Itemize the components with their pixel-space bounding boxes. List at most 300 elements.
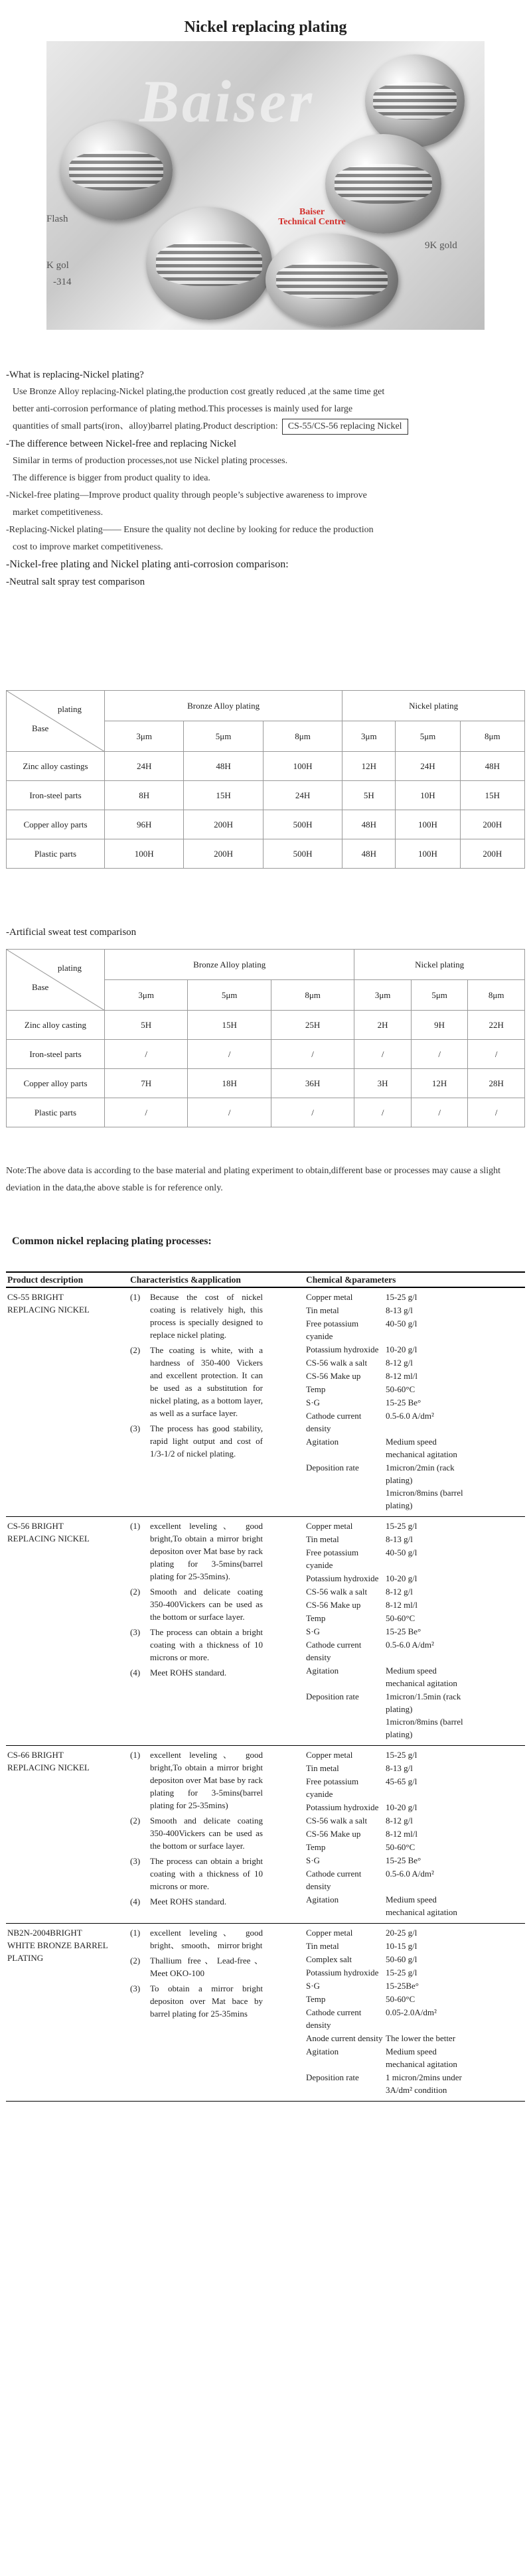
thickness-header: 8μm: [271, 980, 354, 1011]
parameter-value: The lower the better: [386, 2033, 456, 2043]
parameter-row: [306, 1520, 524, 1532]
parameter-value: 8-12 g/l: [386, 1358, 413, 1368]
table-cell: 24H: [105, 752, 184, 781]
table-cell: 9H: [411, 1011, 468, 1040]
parameter-value: 8-12 ml/l: [386, 1371, 418, 1381]
parameter-value: 10-20 g/l: [386, 1344, 417, 1354]
parameter-row: [306, 1854, 524, 1867]
characteristic-item: [130, 1814, 303, 1852]
parameter-value: 10-15 g/l: [386, 1941, 417, 1951]
table-row: [7, 752, 525, 781]
parameter-row: [306, 1383, 524, 1395]
parameter-value: 0.5-6.0 A/dm²: [386, 1411, 434, 1421]
section-heading: -The difference between Nickel-free and replacing Nickel: [6, 439, 237, 449]
parameter-value: 8-13 g/l: [386, 1534, 413, 1544]
parameter-name: Cathode current density: [306, 2007, 362, 2030]
item-number: (3): [130, 1856, 141, 1866]
parameter-name: Agitation: [306, 2046, 339, 2056]
table-corner: [7, 691, 105, 752]
group-header: Nickel plating: [342, 691, 525, 721]
table-cell: 18H: [188, 1069, 271, 1098]
parameter-row: [306, 1304, 524, 1317]
table-cell: 48H: [342, 839, 396, 869]
parameter-row: [306, 1893, 524, 1918]
product-description: NB2N-2004BRIGHT WHITE BRONZE BARREL PLATING: [6, 1924, 129, 2102]
section-heading: -Artificial sweat test comparison: [6, 927, 137, 938]
item-text: Smooth and delicate coating 350-400Vickers can be used as the bottom or surface layer.: [150, 1816, 263, 1851]
parameter-row: [306, 1926, 524, 1939]
parameter-row: [306, 2045, 524, 2070]
parameter-row: [306, 1664, 524, 1689]
parameter-value: 8-12 g/l: [386, 1816, 413, 1825]
table-cell: 15H: [460, 781, 524, 810]
page-title: Nickel replacing plating: [184, 19, 347, 36]
thickness-header: 5μm: [188, 980, 271, 1011]
parameter-value: 45-65 g/l: [386, 1776, 417, 1786]
table-cell: /: [468, 1098, 525, 1127]
parameter-row: [306, 1572, 524, 1585]
parameter-row: [306, 1317, 524, 1342]
parameter-value: 50-60 g/l: [386, 1954, 417, 1964]
characteristic-item: [130, 1982, 303, 2020]
thickness-header: 5μm: [396, 721, 460, 752]
table-cell: /: [354, 1098, 412, 1127]
parameter-name: Temp: [306, 1384, 326, 1394]
parameter-value: 15-25 Be°: [386, 1855, 421, 1865]
parameter-row: [306, 1585, 524, 1598]
thickness-header: 3μm: [105, 980, 188, 1011]
table-cell: 5H: [105, 1011, 188, 1040]
parameter-value: 15-25 g/l: [386, 1292, 417, 1302]
table-cell: 3H: [354, 1069, 412, 1098]
parameter-row: [306, 1356, 524, 1369]
parameter-row: [306, 1775, 524, 1800]
table-cell: 500H: [263, 810, 342, 839]
parameter-value: 10-20 g/l: [386, 1573, 417, 1583]
table-cell: 48H: [460, 752, 524, 781]
thickness-header: 5μm: [411, 980, 468, 1011]
row-label: Copper alloy parts: [7, 1069, 105, 1098]
parameter-row: [306, 1993, 524, 2005]
parameter-value: 8-12 g/l: [386, 1587, 413, 1597]
paragraph-line: Use Bronze Alloy replacing-Nickel plating,the production cost greatly reduced ,at the same time get: [13, 387, 385, 397]
parameter-row: [306, 1396, 524, 1409]
parameter-value: 1micron/1.5min (rack plating) 1micron/8mins (barrel plating): [386, 1691, 463, 1739]
table-row: [7, 1040, 525, 1069]
thickness-header: 8μm: [263, 721, 342, 752]
parameter-row: [306, 1435, 524, 1461]
parameter-name: Potassium hydroxide: [306, 1968, 379, 1977]
parameter-row: [306, 1546, 524, 1571]
thickness-header: 3μm: [354, 980, 412, 1011]
table-cell: 2H: [354, 1011, 412, 1040]
characteristic-item: [130, 1291, 303, 1341]
parameter-name: Free potassium cyanide: [306, 1547, 359, 1570]
item-text: excellent leveling、 good bright、 smooth、 mirror bright: [150, 1928, 263, 1950]
characteristic-item: [130, 1895, 303, 1908]
corner-plating-label: plating: [57, 704, 82, 714]
chemical-parameters: [305, 1287, 525, 1517]
parameter-name: Copper metal: [306, 1928, 353, 1938]
chemical-parameters: [305, 1517, 525, 1746]
parameter-row: [306, 1966, 524, 1979]
parameter-name: CS-56 walk a salt: [306, 1816, 368, 1825]
parameter-name: CS-56 Make up: [306, 1371, 361, 1381]
parameter-value: 40-50 g/l: [386, 1547, 417, 1557]
paragraph-line: Similar in terms of production processes,not use Nickel plating processes.: [13, 456, 288, 466]
thickness-header: 5μm: [184, 721, 263, 752]
parameter-value: 50-60°C: [386, 1613, 416, 1623]
characteristic-item: [130, 1954, 303, 1979]
section-heading: -Nickel-free plating and Nickel plating anti-corrosion comparison:: [6, 559, 289, 570]
parameter-row: [306, 2071, 524, 2096]
table-cell: 8H: [105, 781, 184, 810]
process-table: [6, 1271, 525, 2102]
item-text: The process has good stability, rapid light output and cost of 1/3-1/2 of nickel plating.: [150, 1423, 263, 1459]
chemical-parameters: [305, 1746, 525, 1924]
table-row: [7, 1098, 525, 1127]
parameter-name: S·G: [306, 1981, 320, 1991]
table-cell: 48H: [342, 810, 396, 839]
process-row: [6, 1746, 525, 1924]
parameter-row: [306, 1841, 524, 1853]
parameter-row: [306, 1409, 524, 1435]
thickness-header: 8μm: [460, 721, 524, 752]
parameter-value: Medium speed mechanical agitation: [386, 1895, 457, 1917]
salt-spray-table: [6, 690, 525, 869]
parameter-value: 8-12 ml/l: [386, 1600, 418, 1610]
item-number: (2): [130, 1956, 141, 1966]
parameter-row: [306, 1370, 524, 1382]
characteristics: [129, 1287, 305, 1517]
lamp-cap-image: [60, 121, 173, 220]
row-label: Zinc alloy casting: [7, 1011, 105, 1040]
paragraph-line: [13, 418, 524, 435]
product-description: CS-55 BRIGHT REPLACING NICKEL: [6, 1287, 129, 1517]
parameter-name: Agitation: [306, 1437, 339, 1447]
parameter-name: Temp: [306, 1613, 326, 1623]
paragraph-line: market competitiveness.: [13, 508, 104, 518]
table-cell: 48H: [184, 752, 263, 781]
item-number: (3): [130, 1983, 141, 1993]
stamp-label: [266, 207, 358, 227]
table-row: [7, 839, 525, 869]
table-cell: /: [105, 1040, 188, 1069]
gold-label: K gol: [46, 260, 69, 271]
parameter-name: Deposition rate: [306, 1691, 359, 1701]
row-label: Copper alloy parts: [7, 810, 105, 839]
characteristic-item: [130, 1422, 303, 1460]
item-number: (1): [130, 1521, 141, 1531]
parameter-value: 50-60°C: [386, 1994, 416, 2004]
process-row: [6, 1517, 525, 1746]
table-cell: /: [188, 1098, 271, 1127]
parameter-name: Anode current density: [306, 2033, 383, 2043]
parameter-value: 0.5-6.0 A/dm²: [386, 1869, 434, 1879]
product-photo: [46, 41, 485, 330]
table-cell: 24H: [396, 752, 460, 781]
column-header: Chemical &parameters: [305, 1272, 525, 1287]
table-cell: 96H: [105, 810, 184, 839]
item-text: The process can obtain a bright coating with a thickness of 10 microns or more.: [150, 1856, 263, 1891]
parameter-row: [306, 1599, 524, 1611]
characteristic-item: [130, 1749, 303, 1812]
characteristics: [129, 1517, 305, 1746]
parameter-value: 10-20 g/l: [386, 1802, 417, 1812]
parameter-name: Complex salt: [306, 1954, 352, 1964]
table-cell: 100H: [105, 839, 184, 869]
parameter-value: 1 micron/2mins under 3A/dm² condition: [386, 2072, 462, 2095]
lamp-cap-image: [266, 234, 398, 326]
item-number: (2): [130, 1587, 141, 1597]
table-cell: 200H: [184, 839, 263, 869]
artificial-sweat-table: [6, 949, 525, 1127]
process-row: [6, 1924, 525, 2102]
table-row: [7, 810, 525, 839]
item-number: (3): [130, 1423, 141, 1433]
parameter-value: 50-60°C: [386, 1384, 416, 1394]
parameter-name: Agitation: [306, 1895, 339, 1904]
paragraph-line: The difference is bigger from product quality to idea.: [13, 473, 210, 483]
parameter-name: Potassium hydroxide: [306, 1573, 379, 1583]
parameter-value: 50-60°C: [386, 1842, 416, 1852]
table-row: [7, 1011, 525, 1040]
table-cell: /: [105, 1098, 188, 1127]
table-cell: /: [271, 1040, 354, 1069]
parameter-value: 8-12 ml/l: [386, 1829, 418, 1839]
table-cell: 22H: [468, 1011, 525, 1040]
table-cell: 10H: [396, 781, 460, 810]
parameter-name: Cathode current density: [306, 1640, 362, 1662]
item-number: (1): [130, 1292, 141, 1302]
parameter-name: Copper metal: [306, 1750, 353, 1760]
parameter-value: 8-13 g/l: [386, 1305, 413, 1315]
parameter-name: Tin metal: [306, 1763, 339, 1773]
corner-plating-label: plating: [57, 963, 82, 973]
parameter-row: [306, 1612, 524, 1624]
parameter-name: Tin metal: [306, 1534, 339, 1544]
product-description: CS-66 BRIGHT REPLACING NICKEL: [6, 1746, 129, 1924]
characteristic-item: [130, 1520, 303, 1583]
stamp-line: Technical Centre: [278, 217, 346, 227]
parameter-name: Potassium hydroxide: [306, 1802, 379, 1812]
parameter-name: Deposition rate: [306, 1463, 359, 1472]
section-heading: Common nickel replacing plating processes:: [12, 1236, 212, 1247]
parameter-row: [306, 1291, 524, 1303]
item-text: excellent leveling、 good bright,To obtain a mirror bright depositon over Mat base by rack plating for 3-5mins(barrel plating for 25-35mins): [150, 1750, 263, 1810]
corner-base-label: Base: [32, 982, 49, 992]
row-label: Plastic parts: [7, 839, 105, 869]
parameter-name: Free potassium cyanide: [306, 1319, 359, 1341]
table-cell: 25H: [271, 1011, 354, 1040]
parameter-name: S·G: [306, 1397, 320, 1407]
table-corner: [7, 950, 105, 1011]
table-cell: 36H: [271, 1069, 354, 1098]
parameter-row: [306, 1867, 524, 1893]
group-header: Bronze Alloy plating: [105, 691, 342, 721]
table-row: [7, 1069, 525, 1098]
table-cell: 15H: [188, 1011, 271, 1040]
parameter-value: Medium speed mechanical agitation: [386, 1437, 457, 1459]
characteristic-item: [130, 1666, 303, 1679]
parameter-name: Potassium hydroxide: [306, 1344, 379, 1354]
parameter-value: Medium speed mechanical agitation: [386, 2046, 457, 2069]
parameter-value: 15-25 Be°: [386, 1626, 421, 1636]
item-text: Because the cost of nickel coating is relatively high, this process is specially designed to replace nickel plating.: [150, 1292, 263, 1340]
table-cell: 28H: [468, 1069, 525, 1098]
item-text: Thallium free、Lead-free、Meet OKO-100: [150, 1956, 263, 1978]
parameter-row: [306, 2032, 524, 2044]
parameter-value: Medium speed mechanical agitation: [386, 1666, 457, 1688]
lamp-cap-image: [365, 54, 465, 147]
parameter-value: 15-25 g/l: [386, 1521, 417, 1531]
group-header: Nickel plating: [354, 950, 525, 980]
group-header: Bronze Alloy plating: [105, 950, 354, 980]
table-cell: 100H: [396, 839, 460, 869]
parameter-name: CS-56 walk a salt: [306, 1358, 368, 1368]
parameter-name: S·G: [306, 1626, 320, 1636]
parameter-row: [306, 1638, 524, 1664]
item-text: Meet ROHS standard.: [150, 1668, 227, 1678]
row-label: Zinc alloy castings: [7, 752, 105, 781]
item-number: (1): [130, 1750, 141, 1760]
table-cell: 7H: [105, 1069, 188, 1098]
characteristic-item: [130, 1626, 303, 1664]
watermark-text: Baiser: [139, 69, 315, 135]
table-cell: /: [468, 1040, 525, 1069]
parameter-row: [306, 1461, 524, 1512]
characteristics: [129, 1924, 305, 2102]
corner-base-label: Base: [32, 723, 49, 733]
table-cell: 12H: [411, 1069, 468, 1098]
row-label: Iron-steel parts: [7, 781, 105, 810]
parameter-name: Temp: [306, 1842, 326, 1852]
parameter-row: [306, 1625, 524, 1638]
parameter-row: [306, 1762, 524, 1774]
paragraph-line: -Nickel-free plating—Improve product quality through people’s subjective awareness to improve: [6, 490, 367, 500]
item-number: (4): [130, 1896, 141, 1906]
parameter-row: [306, 1749, 524, 1761]
chemical-parameters: [305, 1924, 525, 2102]
parameter-value: 15-25 g/l: [386, 1968, 417, 1977]
lamp-cap-image: [146, 207, 272, 320]
parameter-name: Copper metal: [306, 1521, 353, 1531]
table-cell: 200H: [460, 839, 524, 869]
characteristic-item: [130, 1926, 303, 1952]
table-cell: 200H: [460, 810, 524, 839]
section-heading: -Neutral salt spray test comparison: [6, 577, 145, 587]
table-row: [7, 781, 525, 810]
caption-code: -314: [53, 277, 72, 287]
parameter-value: 15-25Be°: [386, 1981, 419, 1991]
characteristic-item: [130, 1585, 303, 1623]
row-label: Plastic parts: [7, 1098, 105, 1127]
characteristics: [129, 1746, 305, 1924]
table-cell: 100H: [396, 810, 460, 839]
parameter-name: Agitation: [306, 1666, 339, 1676]
table-cell: /: [271, 1098, 354, 1127]
paragraph-line: cost to improve market competitiveness.: [13, 542, 163, 552]
parameter-row: [306, 2006, 524, 2031]
parameter-row: [306, 1801, 524, 1814]
parameter-row: [306, 1690, 524, 1741]
paragraph-line: -Replacing-Nickel plating—— Ensure the quality not decline by looking for reduce the production: [6, 525, 374, 535]
parameter-name: CS-56 Make up: [306, 1829, 361, 1839]
parameter-row: [306, 1343, 524, 1356]
table-cell: /: [354, 1040, 412, 1069]
item-text: To obtain a mirror bright depositon over Mat bace by barrel plating for 25-35mins: [150, 1983, 263, 2019]
item-text: excellent leveling、 good bright,To obtain a mirror bright depositon over Mat base by rack plating for 3-5mins(barrel plating for 25-35mins).: [150, 1521, 263, 1581]
parameter-value: 1micron/2min (rack plating) 1micron/8mins (barrel plating): [386, 1463, 463, 1510]
parameter-value: 8-13 g/l: [386, 1763, 413, 1773]
parameter-name: Deposition rate: [306, 2072, 359, 2082]
table-cell: 12H: [342, 752, 396, 781]
stamp-line: Baiser: [299, 207, 325, 217]
parameter-name: Temp: [306, 1994, 326, 2004]
parameter-value: 15-25 Be°: [386, 1397, 421, 1407]
item-text: Meet ROHS standard.: [150, 1896, 227, 1906]
parameter-value: 40-50 g/l: [386, 1319, 417, 1328]
section-heading: -What is replacing-Nickel plating?: [6, 370, 144, 380]
diagonal-line: [7, 691, 105, 752]
table-cell: 24H: [263, 781, 342, 810]
product-description-box: CS-55/CS-56 replacing Nickel: [282, 419, 408, 435]
column-header: Characteristics &application: [129, 1272, 305, 1287]
gold-label: 9K gold: [425, 240, 457, 251]
parameter-value: 20-25 g/l: [386, 1928, 417, 1938]
parameter-name: Cathode current density: [306, 1869, 362, 1891]
parameter-row: [306, 1533, 524, 1545]
caption-label: Flash: [46, 214, 68, 224]
paragraph-line: better anti-corrosion performance of plating method.This processes is mainly used for large: [13, 404, 353, 414]
table-cell: 500H: [263, 839, 342, 869]
item-number: (1): [130, 1928, 141, 1938]
table-cell: /: [411, 1098, 468, 1127]
column-header: Product description: [6, 1272, 129, 1287]
parameter-name: CS-56 Make up: [306, 1600, 361, 1610]
parameter-name: Tin metal: [306, 1305, 339, 1315]
table-cell: 100H: [263, 752, 342, 781]
item-text: The coating is white, with a hardness of 350-400 Vickers and excellent protection. It can be used as a substitution for nickel plating, as a bottom layer, as well as a surface layer.: [150, 1345, 263, 1418]
item-number: (4): [130, 1668, 141, 1678]
parameter-name: Free potassium cyanide: [306, 1776, 359, 1799]
item-number: (2): [130, 1345, 141, 1355]
parameter-value: 15-25 g/l: [386, 1750, 417, 1760]
thickness-header: 3μm: [342, 721, 396, 752]
item-text: Smooth and delicate coating 350-400Vickers can be used as the bottom or surface layer.: [150, 1587, 263, 1622]
table-cell: 5H: [342, 781, 396, 810]
parameter-row: [306, 1979, 524, 1992]
parameter-name: Cathode current density: [306, 1411, 362, 1433]
paragraph-text: quantities of small parts(iron、alloy)barrel plating.Product description:: [13, 421, 278, 431]
parameter-value: 0.05-2.0A/dm²: [386, 2007, 437, 2017]
thickness-header: 3μm: [105, 721, 184, 752]
parameter-row: [306, 1827, 524, 1840]
parameter-row: [306, 1814, 524, 1827]
note-text: Note:The above data is according to the base material and plating experiment to obtain,different base or processes may cause a slight deviation in the data,the above stable is for reference only.: [6, 1166, 500, 1193]
parameter-name: S·G: [306, 1855, 320, 1865]
thickness-header: 8μm: [468, 980, 525, 1011]
item-number: (3): [130, 1627, 141, 1637]
characteristic-item: [130, 1344, 303, 1419]
table-cell: 200H: [184, 810, 263, 839]
table-cell: /: [411, 1040, 468, 1069]
parameter-name: Copper metal: [306, 1292, 353, 1302]
parameter-value: 0.5-6.0 A/dm²: [386, 1640, 434, 1650]
parameter-row: [306, 1953, 524, 1966]
item-number: (2): [130, 1816, 141, 1825]
parameter-name: Tin metal: [306, 1941, 339, 1951]
